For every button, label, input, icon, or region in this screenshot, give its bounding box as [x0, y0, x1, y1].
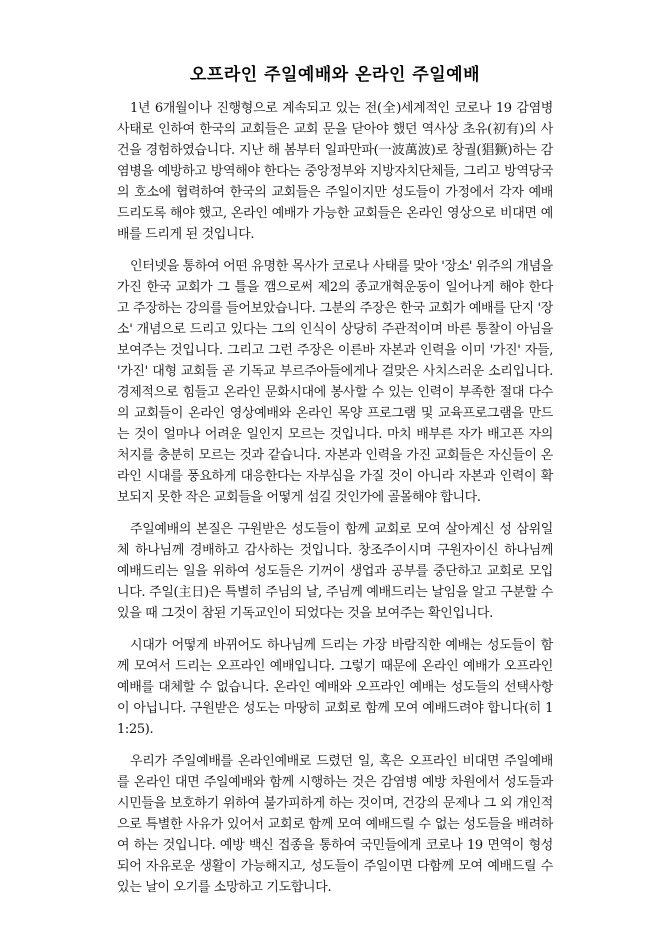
paragraph-2: 인터넷을 통하여 어떤 유명한 목사가 코로나 사태를 맞아 '장소' 위주의 개념을 가진 한국 교회가 그 틀을 깸으로써 제2의 종교개혁운동이 일어나게 해야 한다고 주장하는 강의를 들어보았습니다. 그분의 주장은 한국 교회가 예배를 단지 '장소' 개념으로 드리고 있다는 그의 인식이 상당히 주관적이며 바른 통찰이 아님을 보여주는 것입니다. 그리고 그런 주장은 이른바 자본과 인력을 이미 '가진' 자들, '가진' 대형 교회들 곧 기독교 부르주아들에게나 걸맞은 사치스러운 소리입니다. 경제적으로 힘들고 온라인 문화시대에 봉사할 수 있는 인력이 부족한 절대 다수의 교회들이 온라인 영상예배와 온라인 목양 프로그램 및 교육프로그램을 만드는 것이 얼마나 어려운 일인지 모르는 것입니다. 마치 배부른 자가 배고픈 자의 처지를 충분히 모르는 것과 같습니다. 자본과 인력을 가진 교회들은 자신들이 온라인 시대를 풍요하게 대응한다는 자부심을 가질 것이 아니라 자본과 인력이 확보되지 못한 작은 교회들을 어떻게 섬길 것인가에 골몰해야 합니다.: [117, 259, 553, 505]
paragraph-1: 1년 6개월이나 진행형으로 계속되고 있는 전(全)세계적인 코로나 19 감염병 사태로 인하여 한국의 교회들은 교회 문을 닫아야 했던 역사상 초유(初有)의 사건을 경험하였습니다. 지난 해 봄부터 일파만파(一波萬波)로 창궐(猖獗)하는 감염병을 예방하고 방역해야 한다는 중앙정부와 지방자치단체들, 그리고 방역당국의 호소에 협력하여 한국의 교회들은 주일이지만 성도들이 가정에서 각자 예배드리도록 해야 했고, 온라인 예배가 가능한 교회들은 온라인 영상으로 비대면 예배를 드리게 된 것입니다.: [117, 101, 553, 242]
document-body: [117, 98, 553, 909]
document-title: 오프라인 주일예배와 온라인 주일예배: [189, 65, 480, 85]
paragraph-5: 우리가 주일예배를 온라인예배로 드렸던 일, 혹은 오프라인 비대면 주일예배를 온라인 대면 주일예배와 함께 시행하는 것은 감염병 예방 차원에서 성도들과 시민들을 보호하기 위하여 불가피하게 하는 것이며, 건강의 문제나 그 외 개인적으로 특별한 사유가 있어서 교회로 함께 모여 예배드릴 수 없는 성도들을 배려하여 하는 것입니다. 예방 백신 접종을 통하여 국민들에게 코로나 19 면역이 형성되어 자유로운 생활이 가능해지고, 성도들이 주일이면 다함께 모여 예배드릴 수 있는 날이 오기를 소망하고 기도합니다.: [117, 754, 553, 895]
paragraph-3: 주일예배의 본질은 구원받은 성도들이 함께 교회로 모여 살아계신 성 삼위일체 하나님께 경배하고 감사하는 것입니다. 창조주이시며 구원자이신 하나님께 예배드리는 일을 위하여 성도들은 기꺼이 생업과 공부를 중단하고 교회로 모입니다. 주일(主日)은 특별히 주님의 날, 주님께 예배드리는 날임을 알고 구분할 수 있을 때 그것이 참된 기독교인이 되었다는 것을 보여주는 확인입니다.: [117, 522, 553, 621]
paragraph-4: 시대가 어떻게 바뀌어도 하나님께 드리는 가장 바람직한 예배는 성도들이 함께 모여서 드리는 오프라인 예배입니다. 그렇기 때문에 온라인 예배가 오프라인 예배를 대체할 수 없습니다. 온라인 예배와 오프라인 예배는 성도들의 선택사항이 아닙니다. 구원받은 성도는 마땅히 교회로 함께 모여 예배드려야 합니다(히 11:25).: [117, 638, 553, 737]
